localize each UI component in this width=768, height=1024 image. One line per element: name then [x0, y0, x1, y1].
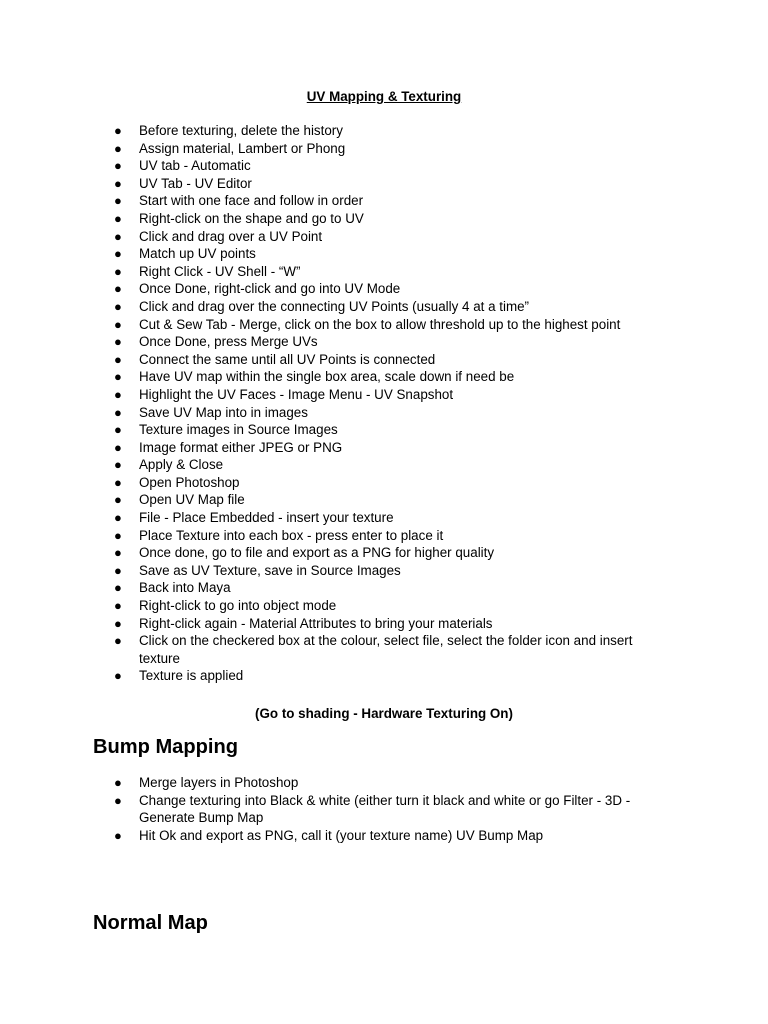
- bullet-icon: ●: [114, 510, 122, 526]
- list-item: [0, 562, 768, 580]
- uv-mapping-steps-list: [0, 122, 768, 685]
- list-item: [0, 404, 768, 422]
- bullet-icon: ●: [114, 457, 122, 473]
- list-item-text: Click and drag over the connecting UV Points (usually 4 at a time”: [139, 298, 530, 314]
- bullet-icon: ●: [114, 175, 122, 191]
- list-item-text: Image format either JPEG or PNG: [139, 439, 343, 455]
- list-item: [0, 456, 768, 474]
- bullet-icon: ●: [114, 474, 122, 490]
- list-item-text: Before texturing, delete the history: [139, 123, 343, 138]
- list-item: [0, 579, 768, 597]
- list-item-text: Right-click to go into object mode: [139, 598, 337, 614]
- bullet-icon: ●: [114, 228, 122, 244]
- list-item: [0, 368, 768, 386]
- list-item-text: Cut & Sew Tab - Merge, click on the box to allow threshold up to the highest point: [139, 316, 621, 332]
- bullet-icon: ●: [114, 492, 122, 508]
- list-item: [0, 386, 768, 404]
- list-item-text: Merge layers in Photoshop: [139, 775, 299, 790]
- list-item: [0, 228, 768, 246]
- list-item: [0, 509, 768, 527]
- list-item-text: Texture images in Source Images: [139, 422, 338, 438]
- list-item-text: Have UV map within the single box area, scale down if need be: [139, 369, 515, 385]
- bullet-icon: ●: [114, 334, 122, 350]
- list-item-text: Hit Ok and export as PNG, call it (your texture name) UV Bump Map: [139, 827, 544, 843]
- list-item: [0, 792, 768, 827]
- bullet-icon: ●: [114, 351, 122, 367]
- list-item-text: Change texturing into Black & white (either turn it black and white or go Filter - 3D - Generate Bump Map: [139, 792, 631, 826]
- list-item-text: Match up UV points: [139, 246, 256, 262]
- bump-mapping-steps-list: [0, 774, 768, 844]
- list-item-text: Once Done, right-click and go into UV Mode: [139, 281, 401, 297]
- bullet-icon: ●: [114, 246, 122, 262]
- list-item: [0, 210, 768, 228]
- shading-note: (Go to shading - Hardware Texturing On): [255, 706, 513, 721]
- list-item-text: Highlight the UV Faces - Image Menu - UV Snapshot: [139, 386, 454, 402]
- list-item-text: Save UV Map into in images: [139, 404, 308, 420]
- bullet-icon: ●: [114, 123, 122, 138]
- list-item: [0, 245, 768, 263]
- bullet-icon: ●: [114, 386, 122, 402]
- bullet-icon: ●: [114, 792, 122, 808]
- list-item: [0, 827, 768, 845]
- list-item: [0, 351, 768, 369]
- list-item-text: UV tab - Automatic: [139, 158, 251, 174]
- bullet-icon: ●: [114, 422, 122, 438]
- bullet-icon: ●: [114, 210, 122, 226]
- list-item: [0, 544, 768, 562]
- list-item: [0, 140, 768, 158]
- bullet-icon: ●: [114, 404, 122, 420]
- list-item-text: Click and drag over a UV Point: [139, 228, 323, 244]
- list-item-text: Click on the checkered box at the colour, select file, select the folder icon and insert texture: [139, 633, 633, 666]
- list-item: [0, 632, 768, 667]
- list-item-text: File - Place Embedded - insert your texture: [139, 510, 394, 526]
- list-item-text: Once Done, press Merge UVs: [139, 334, 318, 350]
- list-item-text: Right Click - UV Shell - “W”: [139, 263, 301, 279]
- bullet-icon: ●: [114, 827, 122, 843]
- bullet-icon: ●: [114, 298, 122, 314]
- list-item: [0, 280, 768, 298]
- list-item-text: Open Photoshop: [139, 474, 240, 490]
- list-item-text: Start with one face and follow in order: [139, 193, 364, 209]
- list-item: [0, 615, 768, 633]
- bullet-icon: ●: [114, 316, 122, 332]
- list-item: [0, 439, 768, 457]
- bullet-icon: ●: [114, 369, 122, 385]
- list-item: [0, 774, 768, 792]
- bullet-icon: ●: [114, 263, 122, 279]
- list-item-text: Texture is applied: [139, 668, 244, 684]
- list-item: [0, 527, 768, 545]
- list-item-text: Connect the same until all UV Points is connected: [139, 351, 436, 367]
- page-title: UV Mapping & Texturing: [306, 89, 462, 104]
- list-item: [0, 175, 768, 193]
- list-item-text: Right-click on the shape and go to UV: [139, 210, 364, 226]
- list-item: [0, 263, 768, 281]
- bump-mapping-heading: Bump Mapping: [93, 736, 238, 758]
- list-item: [0, 491, 768, 509]
- list-item: [0, 597, 768, 615]
- normal-map-heading: Normal Map: [93, 912, 208, 934]
- bullet-icon: ●: [114, 668, 122, 684]
- list-item: [0, 298, 768, 316]
- list-item: [0, 157, 768, 175]
- list-item: [0, 474, 768, 492]
- list-item-text: Back into Maya: [139, 580, 231, 596]
- bullet-icon: ●: [114, 562, 122, 578]
- list-item: [0, 192, 768, 210]
- bullet-icon: ●: [114, 439, 122, 455]
- bullet-icon: ●: [114, 545, 122, 561]
- list-item-text: UV Tab - UV Editor: [139, 175, 252, 191]
- list-item-text: Open UV Map file: [139, 492, 245, 508]
- list-item-text: Once done, go to file and export as a PNG for higher quality: [139, 545, 495, 561]
- list-item: [0, 667, 768, 685]
- bullet-icon: ●: [114, 281, 122, 297]
- list-item: [0, 316, 768, 334]
- bullet-icon: ●: [114, 598, 122, 614]
- bullet-icon: ●: [114, 527, 122, 543]
- bullet-icon: ●: [114, 775, 122, 790]
- bullet-icon: ●: [114, 158, 122, 174]
- bullet-icon: ●: [114, 633, 122, 649]
- list-item: [0, 421, 768, 439]
- list-item-text: Save as UV Texture, save in Source Images: [139, 562, 401, 578]
- list-item-text: Right-click again - Material Attributes to bring your materials: [139, 615, 493, 631]
- list-item-text: Apply & Close: [139, 457, 224, 473]
- list-item: [0, 333, 768, 351]
- bullet-icon: ●: [114, 580, 122, 596]
- bullet-icon: ●: [114, 140, 122, 156]
- list-item-text: Assign material, Lambert or Phong: [139, 140, 346, 156]
- bullet-icon: ●: [114, 193, 122, 209]
- list-item-text: Place Texture into each box - press enter to place it: [139, 527, 444, 543]
- bullet-icon: ●: [114, 615, 122, 631]
- list-item: [0, 122, 768, 140]
